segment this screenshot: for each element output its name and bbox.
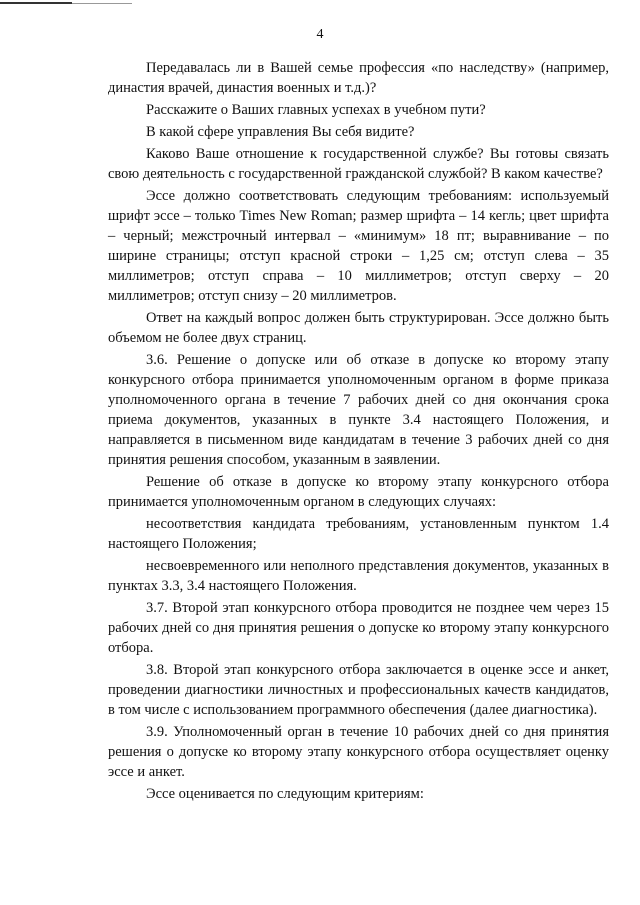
paragraph: Передавалась ли в Вашей семье профессия «по наследству» (например, династия врачей, династия военных и т.д.)?: [108, 60, 609, 96]
page-number: 4: [316, 27, 324, 42]
paragraph: 3.7. Второй этап конкурсного отбора проводится не позднее чем через 15 рабочих дней со дня принятия решения о допуске ко второму этапу конкурсного отбора.: [108, 600, 609, 656]
document-body: [108, 58, 609, 804]
paragraph: В какой сфере управления Вы себя видите?: [146, 124, 415, 140]
paragraph: 3.8. Второй этап конкурсного отбора заключается в оценке эссе и анкет, проведении диагностики личностных и профессиональных качеств кандидатов, в том числе с использованием программного обеспечения (далее диагностика).: [108, 662, 609, 718]
scan-edge-line-faint: [72, 3, 132, 4]
scan-edge-line: [0, 2, 72, 4]
paragraph: 3.9. Уполномоченный орган в течение 10 рабочих дней со дня принятия решения о допуске ко второму этапу конкурсного отбора осуществляет оценку эссе и анкет.: [108, 724, 609, 780]
paragraph: Расскажите о Ваших главных успехах в учебном пути?: [146, 102, 486, 118]
paragraph: 3.6. Решение о допуске или об отказе в допуске ко второму этапу конкурсного отбора принимается уполномоченным органом в форме приказа уполномоченного органа в течение 7 рабочих дней со дня окончания срока приема документов, указанных в пункте 3.4 настоящего Положения, и направляется в письменном виде кандидатам в течение 3 рабочих дней со дня принятия решения способом, указанным в заявлении.: [108, 352, 609, 468]
paragraph: несвоевременного или неполного представления документов, указанных в пунктах 3.3, 3.4 настоящего Положения.: [108, 558, 609, 594]
paragraph: несоответствия кандидата требованиям, установленным пунктом 1.4 настоящего Положения;: [108, 516, 609, 552]
paragraph: Ответ на каждый вопрос должен быть структурирован. Эссе должно быть объемом не более двух страниц.: [108, 310, 609, 346]
paragraph: Эссе оценивается по следующим критериям:: [146, 786, 424, 802]
paragraph: Решение об отказе в допуске ко второму этапу конкурсного отбора принимается уполномоченным органом в следующих случаях:: [108, 474, 609, 510]
paragraph: Эссе должно соответствовать следующим требованиям: используемый шрифт эссе – только Times New Roman; размер шрифта – 14 кегль; цвет шрифта – черный; межстрочный интервал – «минимум» 18 пт; выравнивание – по ширине страницы; отступ красной строки – 1,25 см; отступ слева – 35 миллиметров; отступ справа – 10 миллиметров; отступ сверху – 20 миллиметров; отступ снизу – 20 миллиметров.: [108, 188, 609, 304]
paragraph: Каково Ваше отношение к государственной службе? Вы готовы связать свою деятельность с государственной гражданской службой? В каком качестве?: [108, 146, 609, 182]
